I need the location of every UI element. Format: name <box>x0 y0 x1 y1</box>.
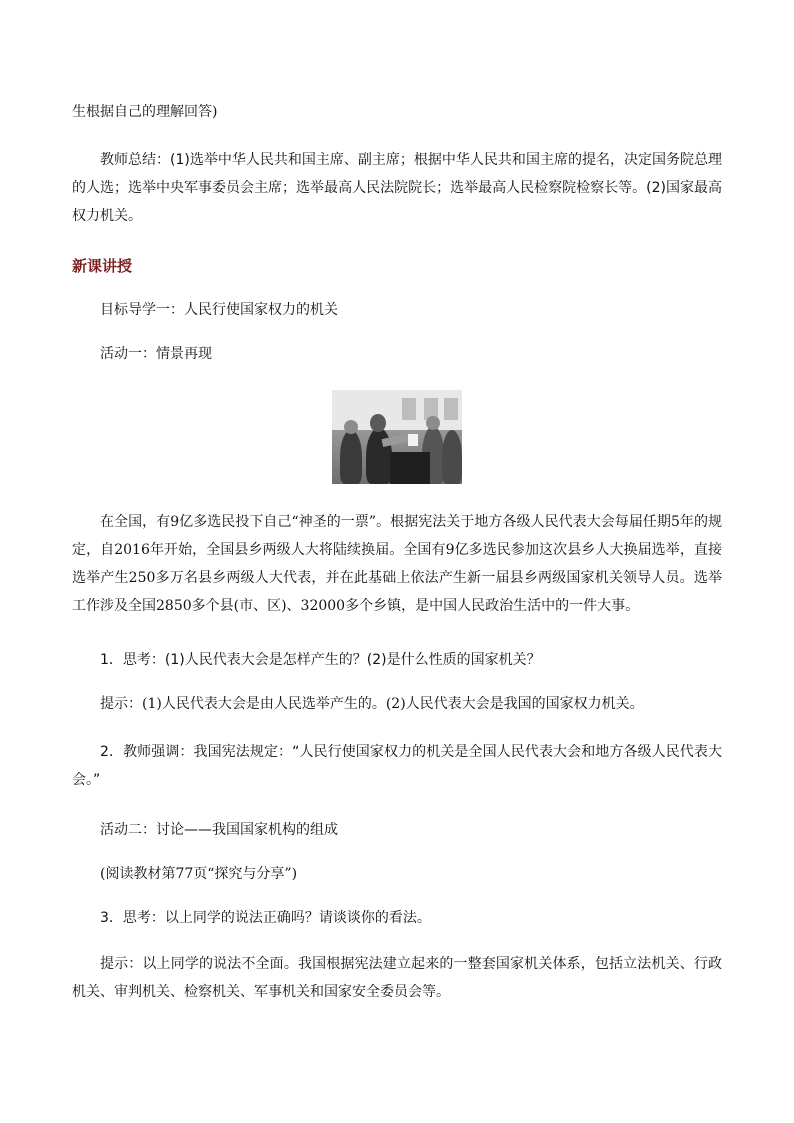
section-heading: 新课讲授 <box>72 257 133 275</box>
reading-note: (阅读教材第77页“探究与分享”) <box>100 866 298 882</box>
teacher-summary: 教师总结：(1)选举中华人民共和国主席、副主席；根据中华人民共和国主席的提名，决定国务院总理的人选；选举中央军事委员会主席；选举最高人民法院院长；选举最高人民检察院检察长等。(2)国家最高权力机关。 <box>72 152 722 224</box>
activity-one-title: 活动一：情景再现 <box>100 346 212 362</box>
hint-three: 提示：以上同学的说法不全面。我国根据宪法建立起来的一整套国家机关体系，包括立法机关、行政机关、审判机关、检察机关、军事机关和国家安全委员会等。 <box>72 956 722 1000</box>
question-three: 3．思考：以上同学的说法正确吗？请谈谈你的看法。 <box>100 910 431 926</box>
learning-goal: 目标导学一：人民行使国家权力的机关 <box>100 302 338 318</box>
voting-photo <box>332 390 462 484</box>
question-two: 2．教师强调：我国宪法规定：“人民行使国家权力的机关是全国人民代表大会和地方各级人民代表大会。” <box>72 744 722 788</box>
continuation-line: 生根据自己的理解回答) <box>72 104 218 120</box>
question-one: 1．思考：(1)人民代表大会是怎样产生的？(2)是什么性质的国家机关？ <box>100 652 541 668</box>
activity-two-title: 活动二：讨论——我国国家机构的组成 <box>100 822 338 838</box>
hint-one: 提示：(1)人民代表大会是由人民选举产生的。(2)人民代表大会是我国的国家权力机关。 <box>100 696 644 712</box>
scene-text: 在全国，有9亿多选民投下自己“神圣的一票”。根据宪法关于地方各级人民代表大会每届任期5年的规定，自2016年开始，全国县乡两级人大将陆续换届。全国有9亿多选民参加这次县乡人大换届选举，直接选举产生250多万名县乡两级人大代表，并在此基础上依法产生新一届县乡两级国家机关领导人员。选举工作涉及全国2850多个县(市、区)、32000多个乡镇，是中国人民政治生活中的一件大事。 <box>72 514 722 614</box>
